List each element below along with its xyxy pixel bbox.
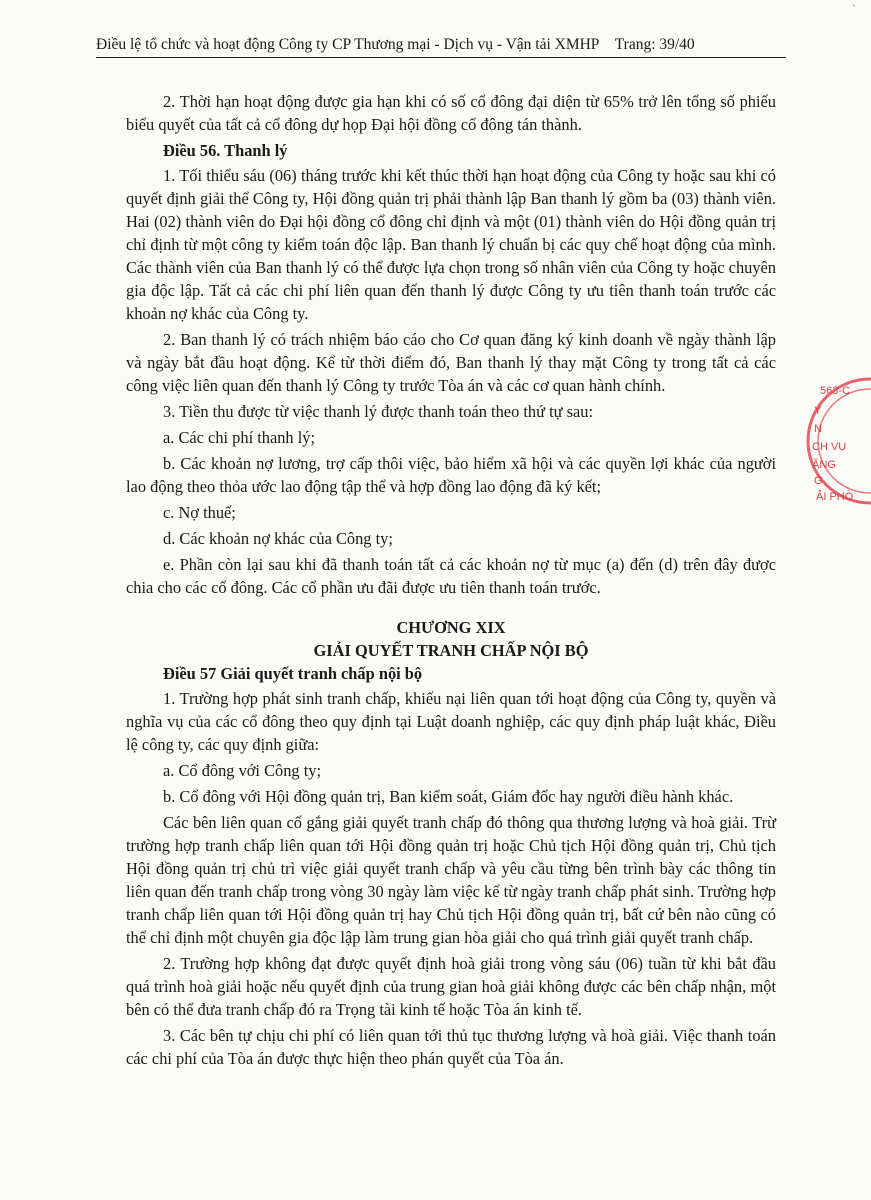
paragraph: 2. Ban thanh lý có trách nhiệm báo cáo cho Cơ quan đăng ký kinh doanh về ngày thành lập và ngày bắt đầu hoạt động. Kể từ thời điểm đó, Ban thanh lý thay mặt Công ty trong tất cả các công việc liên quan đến thanh lý Công ty trước Tòa án và các cơ quan hành chính.: [126, 330, 776, 395]
paragraph: 3. Tiền thu được từ việc thanh lý được thanh toán theo thứ tự sau:: [163, 402, 594, 421]
article-57-title: Điều 57 Giải quyết tranh chấp nội bộ: [163, 664, 423, 683]
list-item: a. Các chi phí thanh lý;: [163, 428, 316, 447]
list-item: b. Các khoản nợ lương, trợ cấp thôi việc, bảo hiểm xã hội và các quyền lợi khác của người lao động theo thỏa ước lao động tập thể và hợp đồng lao động đã ký kết;: [126, 454, 776, 496]
header-title: Điều lệ tổ chức và hoạt động Công ty CP Thương mại - Dịch vụ - Vận tải XMHP: [96, 36, 599, 53]
paragraph: 3. Các bên tự chịu chi phí có liên quan tới thủ tục thương lượng và hoà giải. Việc thanh toán các chi phí của Tòa án được thực hiện theo phán quyết của Tòa án.: [126, 1026, 776, 1068]
list-item: c. Nợ thuế;: [163, 503, 236, 522]
chapter-number: CHƯƠNG XIX: [396, 618, 506, 637]
stamp-text: CH VỤ: [812, 441, 847, 453]
stamp-text: ĂNG: [812, 459, 836, 471]
list-item: b. Cổ đông với Hội đồng quản trị, Ban kiểm soát, Giám đốc hay người điều hành khác.: [163, 787, 734, 806]
paragraph: Các bên liên quan cố gắng giải quyết tranh chấp đó thông qua thương lượng và hoà giải. Trừ trường hợp tranh chấp liên quan tới Hội đồng quản trị hoặc Chủ tịch Hội đồng quản trị, Chủ tịch Hội đồng quản trị chủ trì việc giải quyết tranh chấp và yêu cầu từng bên trình bày các thông tin liên quan đến tranh chấp trong vòng 30 ngày làm việc kể từ ngày tranh chấp phát sinh. Trường hợp tranh chấp liên quan tới Hội đồng quản trị hay Chủ tịch Hội đồng quản trị, bất cứ bên nào cũng có thể chỉ định một chuyên gia độc lập làm trung gian hòa giải cho quá trình giải quyết tranh chấp.: [126, 813, 776, 947]
paragraph: 1. Tối thiểu sáu (06) tháng trước khi kết thúc thời hạn hoạt động của Công ty hoặc sau khi có quyết định giải thể Công ty, Hội đồng quản trị phải thành lập Ban thanh lý gồm ba (03) thành viên. Hai (02) thành viên do Đại hội đồng cổ đông chỉ định và một (01) thành viên do Hội đồng quản trị chỉ định từ một công ty kiểm toán độc lập. Ban thanh lý chuẩn bị các quy chế hoạt động của mình. Các thành viên của Ban thanh lý có thể được lựa chọn trong số nhân viên của Công ty hoặc chuyên gia độc lập. Tất cả các chi phí liên quan đến thanh lý được Công ty ưu tiên thanh toán trước các khoản nợ khác của Công ty.: [126, 166, 777, 323]
article-56-title: Điều 56. Thanh lý: [163, 141, 288, 160]
page-number: Trang: 39/40: [614, 36, 695, 53]
chapter-title: GIẢI QUYẾT TRANH CHẤP NỘI BỘ: [313, 641, 589, 660]
stamp-text: G: [814, 475, 823, 487]
company-seal-stamp: [800, 366, 871, 516]
document-body: [126, 90, 776, 1073]
paragraph: 2. Thời hạn hoạt động được gia hạn khi có số cổ đông đại diện từ 65% trở lên tổng số phiếu biểu quyết của tất cả cổ đông dự họp Đại hội đồng cổ đông tán thành.: [126, 92, 776, 134]
list-item: d. Các khoản nợ khác của Công ty;: [163, 529, 393, 548]
paragraph: 1. Trường hợp phát sinh tranh chấp, khiếu nại liên quan tới hoạt động của Công ty, quyền và nghĩa vụ của các cổ đông theo quy định tại Luật doanh nghiệp, các quy định pháp luật khác, Điều lệ công ty, các quy định giữa:: [126, 689, 776, 754]
stamp-text: Y: [814, 405, 822, 417]
list-item: a. Cổ đông với Công ty;: [163, 761, 322, 780]
paragraph: 2. Trường hợp không đạt được quyết định hoà giải trong vòng sáu (06) tuần từ khi bắt đầu quá trình hoà giải hoặc nếu quyết định của trung gian hoà giải không được các bên chấp nhận, một bên có thể đưa tranh chấp đó ra Trọng tài kinh tế hoặc Tòa án kinh tế.: [126, 954, 776, 1019]
stamp-text: N: [814, 423, 822, 435]
corner-scan-mark: `: [852, 2, 856, 16]
stamp-text: 563-C: [820, 385, 850, 397]
spacer: [126, 602, 776, 616]
list-item: e. Phần còn lại sau khi đã thanh toán tất cả các khoản nợ từ mục (a) đến (d) trên đây được chia cho các cổ đông. Các cổ phần ưu đãi được ưu tiên thanh toán trước.: [126, 555, 776, 597]
page-header: [96, 34, 786, 58]
stamp-text: ẢI PHÒ: [816, 491, 854, 503]
